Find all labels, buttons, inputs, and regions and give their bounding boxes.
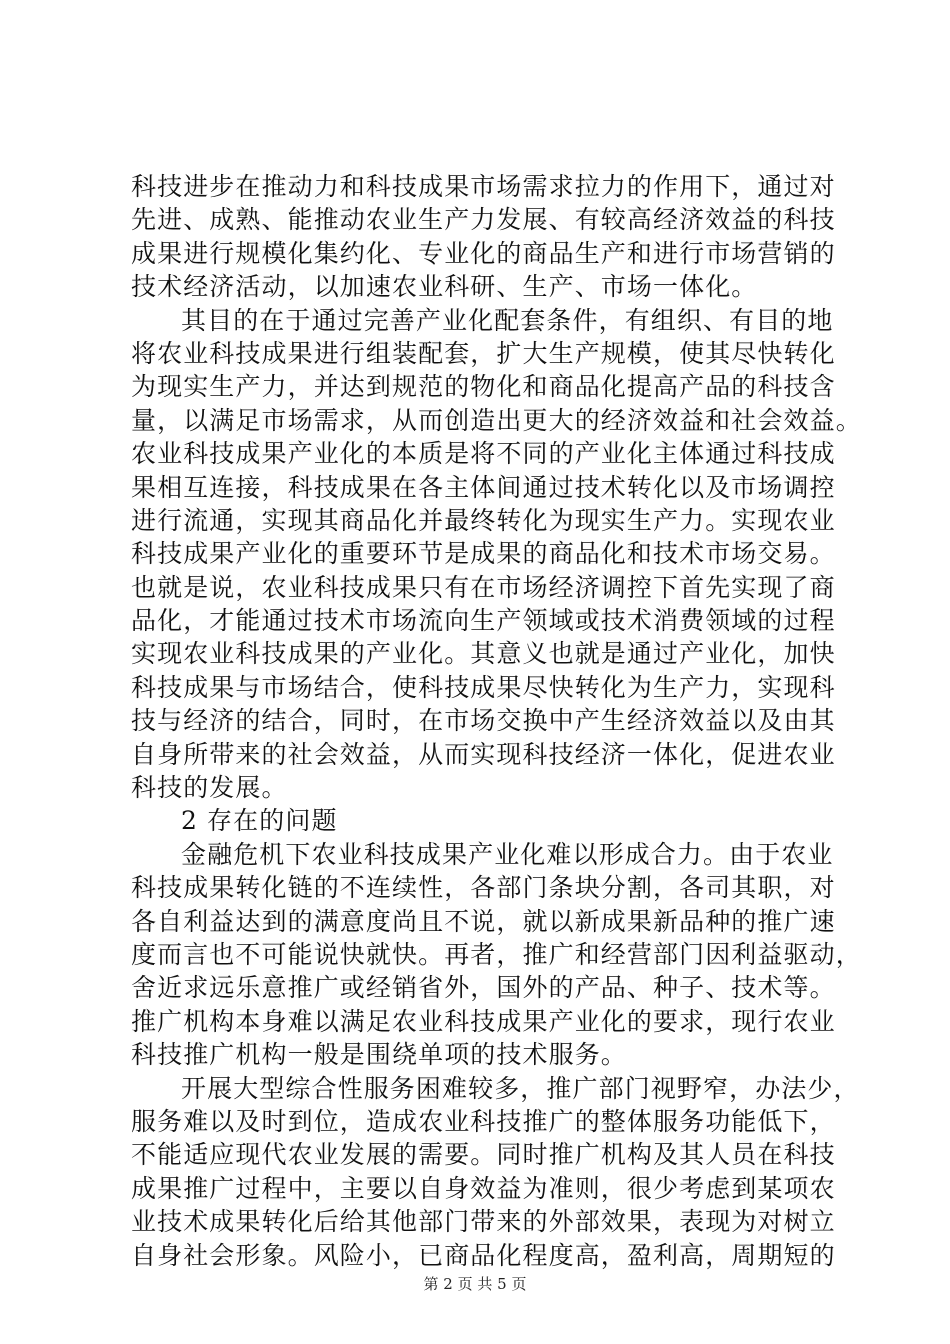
text-line: 先进、成熟、能推动农业生产力发展、有较高经济效益的科技	[131, 205, 836, 235]
text-line: 科技的发展。	[131, 773, 288, 803]
text-line: 技与经济的结合，同时，在市场交换中产生经济效益以及由其	[131, 706, 836, 736]
text-line: 科技成果产业化的重要环节是成果的商品化和技术市场交易。	[131, 539, 836, 569]
text-line: 业技术成果转化后给其他部门带来的外部效果，表现为对树立	[131, 1207, 836, 1237]
text-line: 果相互连接，科技成果在各主体间通过技术转化以及市场调控	[131, 472, 836, 502]
text-line: 度而言也不可能说快就快。再者，推广和经营部门因利益驱动，	[131, 939, 862, 969]
text-line: 不能适应现代农业发展的需要。同时推广机构及其人员在科技	[131, 1140, 836, 1170]
text-line: 金融危机下农业科技成果产业化难以形成合力。由于农业	[181, 839, 834, 869]
body-text	[131, 170, 862, 1272]
text-line: 为现实生产力，并达到规范的物化和商品化提高产品的科技含	[131, 372, 836, 402]
text-line: 自身所带来的社会效益，从而实现科技经济一体化，促进农业	[131, 739, 836, 769]
text-line: 推广机构本身难以满足农业科技成果产业化的要求，现行农业	[131, 1006, 836, 1036]
text-line: 科技进步在推动力和科技成果市场需求拉力的作用下，通过对	[131, 172, 836, 201]
text-line: 实现农业科技成果的产业化。其意义也就是通过产业化，加快	[131, 639, 836, 669]
text-line: 技术经济活动，以加速农业科研、生产、市场一体化。	[131, 272, 758, 302]
text-line: 舍近求远乐意推广或经销省外，国外的产品、种子、技术等。	[131, 973, 836, 1003]
text-line: 科技推广机构一般是围绕单项的技术服务。	[131, 1040, 627, 1070]
text-line: 自身社会形象。风险小，已商品化程度高，盈利高，周期短的	[131, 1240, 836, 1270]
text-line: 成果推广过程中，主要以自身效益为准则，很少考虑到某项农	[131, 1173, 836, 1203]
text-line: 将农业科技成果进行组装配套，扩大生产规模，使其尽快转化	[131, 338, 836, 368]
text-line: 服务难以及时到位，造成农业科技推广的整体服务功能低下，	[131, 1106, 836, 1136]
page-number: 第 2 页 共 5 页	[423, 1275, 527, 1293]
text-line: 科技成果与市场结合，使科技成果尽快转化为生产力，实现科	[131, 672, 836, 702]
section-heading: 2 存在的问题	[181, 806, 338, 836]
text-line: 其目的在于通过完善产业化配套条件，有组织、有目的地	[181, 305, 834, 335]
text-line: 科技成果转化链的不连续性，各部门条块分割，各司其职，对	[131, 873, 836, 903]
text-line: 开展大型综合性服务困难较多，推广部门视野窄，办法少，	[181, 1073, 860, 1103]
text-line: 进行流通，实现其商品化并最终转化为现实生产力。实现农业	[131, 505, 836, 535]
text-line: 成果进行规模化集约化、专业化的商品生产和进行市场营销的	[131, 238, 836, 268]
text-line: 各自利益达到的满意度尚且不说，就以新成果新品种的推广速	[131, 906, 836, 936]
text-line: 量，以满足市场需求，从而创造出更大的经济效益和社会效益。	[131, 405, 862, 435]
text-line: 也就是说，农业科技成果只有在市场经济调控下首先实现了商	[131, 572, 836, 602]
text-line: 品化，才能通过技术市场流向生产领域或技术消费领域的过程	[131, 606, 836, 636]
text-line: 农业科技成果产业化的本质是将不同的产业化主体通过科技成	[131, 439, 836, 469]
